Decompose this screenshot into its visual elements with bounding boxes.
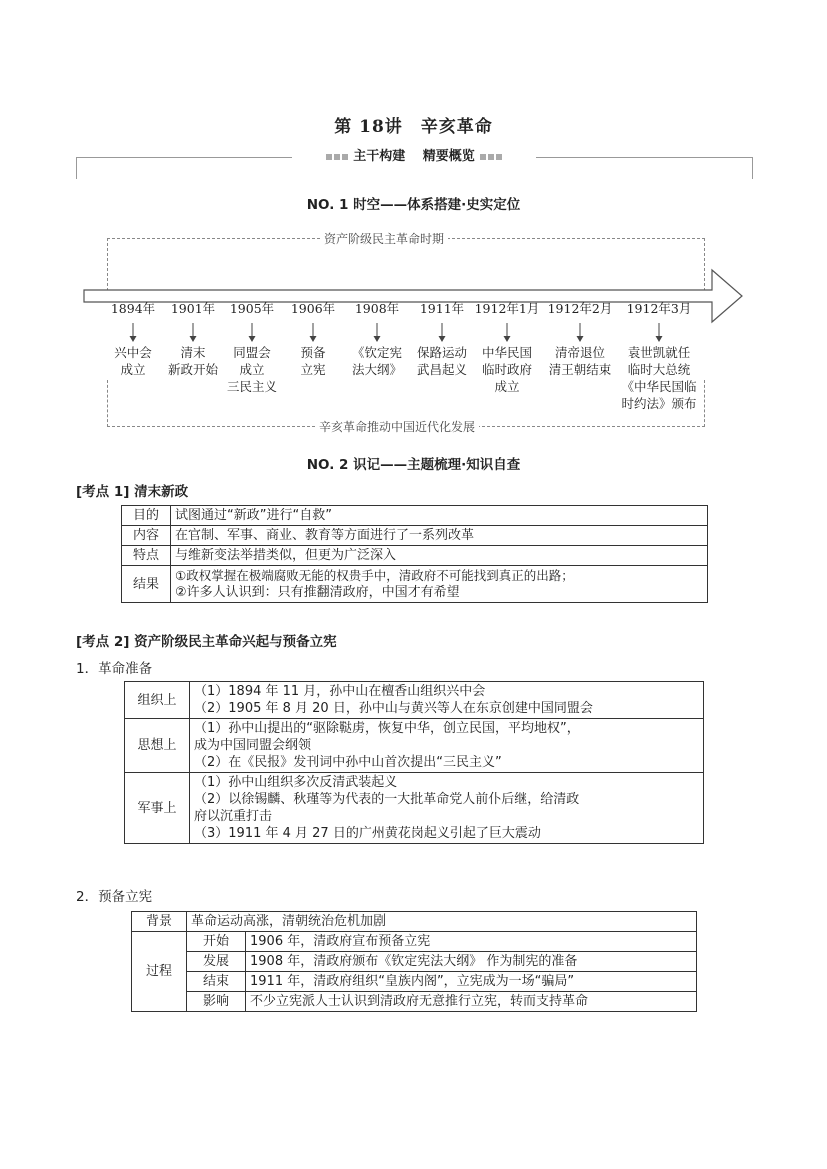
down-arrow-icon: [654, 323, 664, 343]
timeline-event-line: 成立: [120, 362, 146, 377]
timeline-year: 1912年2月: [547, 301, 613, 316]
constitution-table: [131, 911, 697, 1012]
banner-text: 主干构建 精要概览: [353, 149, 475, 164]
table-row: [125, 719, 704, 773]
kd1-result-line-1: ①政权掌握在极端腐败无能的权贵手中，清政府不可能找到真正的出路；: [175, 568, 574, 583]
page-title: 第 18讲 辛亥革命: [334, 117, 493, 137]
prep-head-org: 组织上: [125, 682, 190, 719]
down-arrow-icon: [128, 323, 138, 343]
down-arrow-icon: [308, 323, 318, 343]
table-row: [125, 682, 704, 719]
const-head-background: 背景: [132, 912, 187, 932]
timeline-event-line: 新政开始: [167, 362, 218, 377]
timeline-bottom-label: 辛亥革命推动中国近代化发展: [315, 418, 479, 435]
kd1-cell-content: 在官制、军事、商业、教育等方面进行了一系列改革: [171, 526, 708, 546]
kd1-title: [考点 1] 清末新政: [76, 484, 189, 500]
kd1-result-line-2: ②许多人认识到：只有推翻清政府，中国才有希望: [175, 585, 460, 600]
kd2-sub1: 1．革命准备: [76, 661, 153, 677]
timeline-event-line: 武昌起义: [416, 362, 467, 377]
kd1-head-content: 内容: [122, 526, 171, 546]
prep-thought-line-2: 成为中国同盟会纲领: [194, 738, 312, 753]
kd2-title: [考点 2] 资产阶级民主革命兴起与预备立宪: [76, 634, 337, 650]
down-arrow-icon: [247, 323, 257, 343]
timeline-year: 1906年: [290, 301, 336, 316]
timeline-event-line: 同盟会: [233, 345, 271, 360]
kd1-head-feature: 特点: [122, 546, 171, 566]
table-row: [122, 526, 708, 546]
down-arrow-icon: [437, 323, 447, 343]
timeline-event-line: 临时大总统: [627, 362, 691, 377]
kd2-sub2: 2．预备立宪: [76, 889, 153, 905]
table-row: [132, 912, 697, 932]
timeline-event-line: 时约法》颁布: [621, 396, 697, 411]
const-cell-end: 1911 年，清政府组织“皇族内阁”，立宪成为一场“骗局”: [246, 972, 697, 992]
prep-cell-military: [190, 773, 704, 844]
const-cell-develop: 1908 年，清政府颁布《钦定宪法大纲》 作为制宪的准备: [246, 952, 697, 972]
timeline-event-line: 清王朝结束: [548, 362, 612, 377]
down-arrow-icon: [502, 323, 512, 343]
kd1-cell-purpose: 试图通过“新政”进行“自救”: [171, 506, 708, 526]
const-stage-develop: 发展: [187, 952, 246, 972]
prep-cell-org: [190, 682, 704, 719]
timeline-event-line: 成立: [494, 379, 520, 394]
timeline-top-label: 资产阶级民主革命时期: [320, 230, 448, 247]
down-arrow-icon: [372, 323, 382, 343]
prep-cell-thought: [190, 719, 704, 773]
const-cell-impact: 不少立宪派人士认识到清政府无意推行立宪，转而支持革命: [246, 992, 697, 1012]
table-row: [125, 773, 704, 844]
section-heading-1: NO. 1 时空——体系搭建·史实定位: [306, 197, 521, 213]
section-banner: [292, 146, 536, 168]
section-heading-2: NO. 2 识记——主题梳理·知识自查: [306, 457, 521, 473]
down-arrow-icon: [575, 323, 585, 343]
timeline-event-line: 《钦定宪: [351, 345, 402, 360]
table-row: [132, 972, 697, 992]
timeline-year: 1912年1月: [474, 301, 540, 316]
timeline-event-line: 中华民国: [481, 345, 532, 360]
const-stage-impact: 影响: [187, 992, 246, 1012]
table-row: [122, 546, 708, 566]
kd1-cell-feature: 与维新变法举措类似，但更为广泛深入: [171, 546, 708, 566]
const-cell-start: 1906 年，清政府宣布预备立宪: [246, 932, 697, 952]
timeline-year: 1901年: [170, 301, 216, 316]
timeline-event-line: 兴中会: [114, 345, 152, 360]
timeline-event-line: 成立: [239, 362, 265, 377]
timeline-event: [614, 344, 704, 412]
prep-head-military: 军事上: [125, 773, 190, 844]
kd1-cell-result: [171, 566, 708, 603]
timeline-event-line: 法大纲》: [351, 362, 402, 377]
timeline-event-line: 《中华民国临: [621, 379, 697, 394]
timeline-year: 1911年: [419, 301, 465, 316]
timeline-year: 1912年3月: [626, 301, 692, 316]
prep-military-line-1: （1）孙中山组织多次反清武装起义: [194, 775, 398, 790]
prep-org-line-1: （1）1894 年 11 月，孙中山在檀香山组织兴中会: [194, 684, 486, 699]
table-row: [122, 566, 708, 603]
prep-thought-line-3: （2）在《民报》发刊词中孙中山首次提出“三民主义”: [194, 755, 502, 770]
const-stage-start: 开始: [187, 932, 246, 952]
kd1-head-result: 结果: [122, 566, 171, 603]
kd1-table: [121, 505, 708, 603]
down-arrow-icon: [188, 323, 198, 343]
table-row: [132, 952, 697, 972]
timeline-year: 1905年: [229, 301, 275, 316]
kd1-head-purpose: 目的: [122, 506, 171, 526]
timeline-event-line: 三民主义: [226, 379, 277, 394]
const-cell-background: 革命运动高涨，清朝统治危机加剧: [187, 912, 697, 932]
timeline-event-line: 临时政府: [481, 362, 532, 377]
prep-head-thought: 思想上: [125, 719, 190, 773]
timeline-event-line: 清末: [180, 345, 206, 360]
prep-org-line-2: （2）1905 年 8 月 20 日，孙中山与黄兴等人在东京创建中国同盟会: [194, 701, 593, 716]
timeline-event: [535, 344, 625, 378]
prep-military-line-2: （2）以徐锡麟、秋瑾等为代表的一大批革命党人前仆后继，给清政: [194, 792, 580, 807]
const-head-process: 过程: [132, 932, 187, 1012]
const-stage-end: 结束: [187, 972, 246, 992]
table-row: [132, 992, 697, 1012]
prep-table: [124, 681, 704, 844]
timeline-year: 1894年: [110, 301, 156, 316]
table-row: [122, 506, 708, 526]
timeline-event-line: 立宪: [300, 362, 326, 377]
timeline-event-line: 保路运动: [416, 345, 467, 360]
table-row: [132, 932, 697, 952]
timeline-event-line: 清帝退位: [554, 345, 605, 360]
prep-military-line-4: （3）1911 年 4 月 27 日的广州黄花岗起义引起了巨大震动: [194, 826, 541, 841]
banner-rule-right: [752, 157, 753, 179]
timeline-event-line: 预备: [300, 345, 326, 360]
prep-thought-line-1: （1）孙中山提出的“驱除鞑虏，恢复中华，创立民国，平均地权”，: [194, 721, 580, 736]
timeline-year: 1908年: [354, 301, 400, 316]
prep-military-line-3: 府以沉重打击: [194, 809, 273, 824]
timeline-event-line: 袁世凯就任: [627, 345, 691, 360]
banner-rule-left: [76, 157, 77, 179]
